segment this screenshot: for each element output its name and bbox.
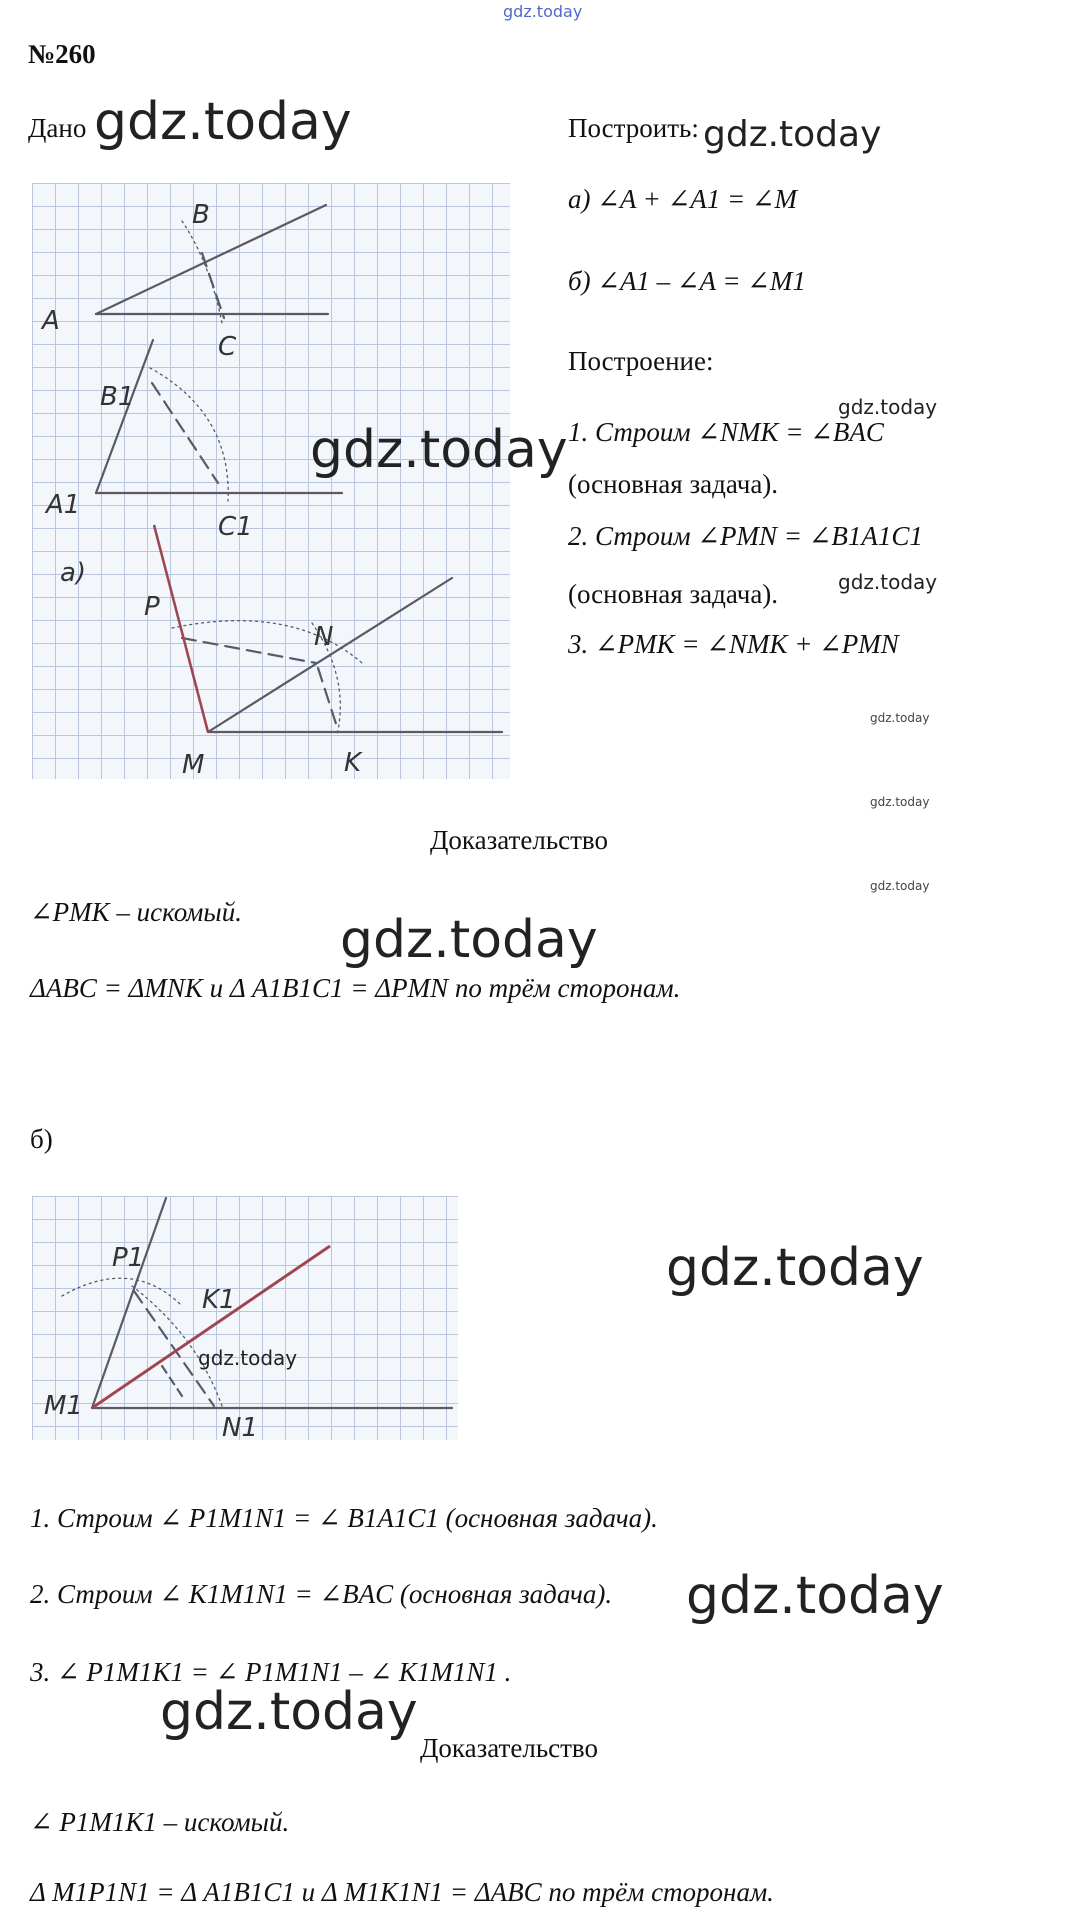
label-m1: M1 (44, 1391, 83, 1421)
problem-number: №260 (28, 39, 96, 69)
part-b-proof-line2: Δ M1P1N1 = Δ A1B1C1 и Δ M1K1N1 = ΔABC по трём сторонам. (30, 1877, 774, 1907)
construct-label: Построить: (568, 113, 699, 143)
label-m: M (182, 750, 205, 780)
watermark: gdz.today (198, 1346, 298, 1370)
label-b: B (192, 200, 210, 230)
construction-step3: 3. ∠PMK = ∠NMK + ∠PMN (568, 629, 899, 659)
watermark: gdz.today (870, 795, 930, 809)
figure-a-drawing (32, 183, 510, 779)
construction-step1-note: (основная задача). (568, 469, 779, 499)
part-b-proof-heading: Доказательство (420, 1733, 598, 1763)
label-part-a: а) (60, 558, 87, 588)
watermark: gdz.today (310, 420, 568, 480)
segment-b1c1 (152, 383, 218, 483)
construction-step2-note: (основная задача). (568, 579, 779, 609)
label-b1: B1 (100, 382, 135, 412)
label-p1: P1 (112, 1243, 145, 1273)
label-k: K (344, 748, 362, 778)
label-a1: A1 (46, 490, 81, 520)
part-b-label: б) (30, 1124, 53, 1154)
ray-a1b1 (96, 340, 153, 493)
watermark: gdz.today (666, 1238, 924, 1298)
label-c: C (218, 332, 237, 362)
proof-a-line2: ΔABC = ΔMNK и Δ A1B1C1 = ΔPMN по трём сторонам. (30, 973, 681, 1003)
part-b-step2: 2. Строим ∠ K1M1N1 = ∠BAC (основная задача). (30, 1579, 613, 1609)
part-b-step1: 1. Строим ∠ P1M1N1 = ∠ B1A1C1 (основная задача). (30, 1503, 658, 1533)
figure-b-drawing (32, 1196, 458, 1443)
arc-bc (182, 221, 222, 323)
given-label: Дано (28, 113, 87, 143)
site-link[interactable]: gdz.today (503, 2, 583, 21)
watermark: gdz.today (94, 92, 352, 152)
watermark: gdz.today (870, 879, 930, 893)
watermark: gdz.today (870, 711, 930, 725)
watermark: gdz.today (703, 114, 882, 155)
watermark: gdz.today (686, 1566, 944, 1626)
label-p: P (144, 592, 160, 622)
watermark: gdz.today (160, 1682, 418, 1742)
ray-ab (96, 205, 326, 314)
segment-pn (182, 638, 316, 663)
segment-k1n1 (162, 1366, 182, 1396)
label-k1: K1 (202, 1285, 236, 1315)
watermark: gdz.today (340, 910, 598, 970)
ray-m1p1 (92, 1198, 166, 1408)
watermark: gdz.today (838, 570, 938, 594)
construction-heading: Построение: (568, 346, 714, 376)
segment-nk (318, 668, 338, 730)
label-n: N (314, 622, 334, 652)
segment-bc (202, 253, 224, 318)
arc-pn (172, 621, 362, 663)
construction-step2: 2. Строим ∠PMN = ∠B1A1C1 (568, 521, 923, 551)
construction-step1: 1. Строим ∠NMK = ∠BAC (568, 417, 884, 447)
task-b: б) ∠A1 – ∠A = ∠M1 (568, 266, 806, 296)
proof-a-heading: Доказательство (430, 825, 608, 855)
label-a: A (42, 306, 60, 336)
proof-a-line1: ∠PMK – искомый. (30, 897, 242, 927)
task-a: а) ∠A + ∠A1 = ∠M (568, 184, 798, 214)
label-c1: C1 (218, 512, 253, 542)
part-b-proof-line1: ∠ P1M1K1 – искомый. (30, 1807, 290, 1837)
arc-p1 (62, 1278, 182, 1306)
ray-mp-pencil (154, 525, 208, 732)
part-b-step3: 3. ∠ P1M1K1 = ∠ P1M1N1 – ∠ K1M1N1 . (30, 1657, 512, 1687)
label-n1: N1 (222, 1413, 258, 1443)
watermark: gdz.today (838, 395, 938, 419)
